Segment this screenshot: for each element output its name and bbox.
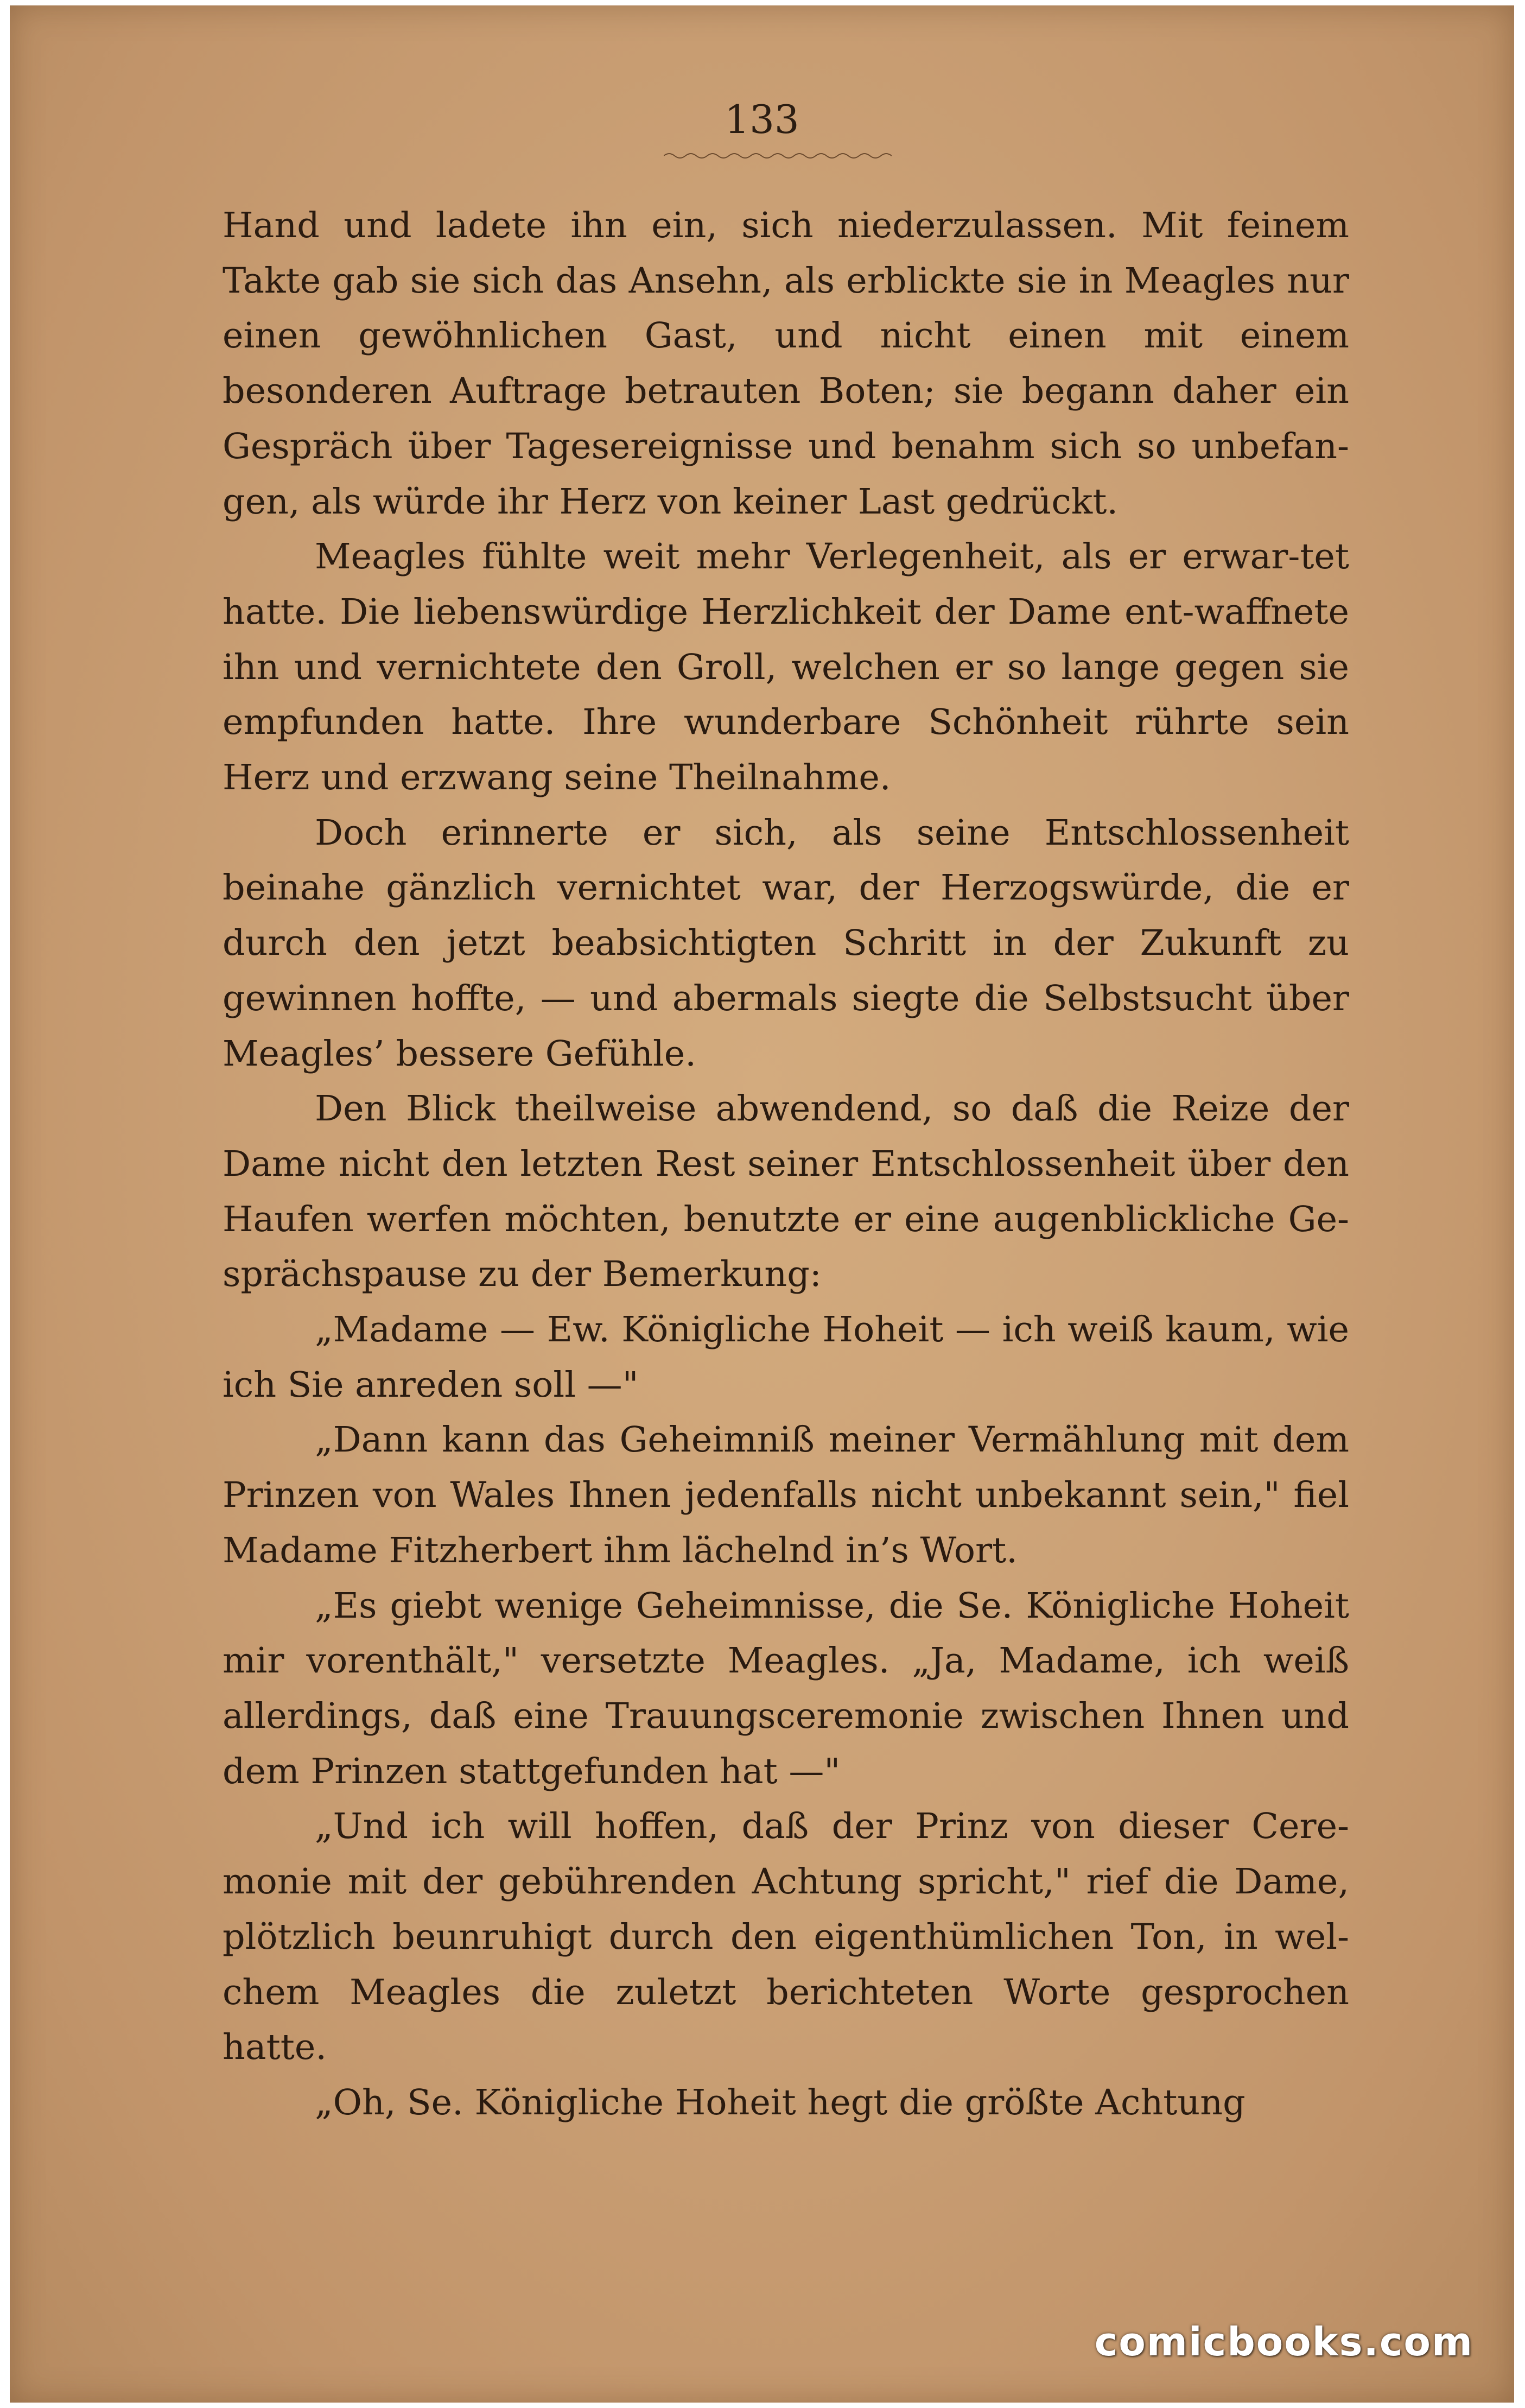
text-line: Haufen werfen möchten, benutzte er eine augenblickliche Ge- xyxy=(223,1199,1349,1240)
paragraph xyxy=(223,1302,1349,1412)
text-line: chem Meagles die zuletzt berichteten Worte gesprochen hatte. xyxy=(223,1972,1349,2068)
watermark: comicbooks.com xyxy=(1094,2319,1473,2365)
text-line: Meagles fühlte weit mehr Verlegenheit, als er erwar- xyxy=(315,536,1300,578)
book-page xyxy=(10,5,1514,2403)
text-line: „Dann kann das Geheimniß meiner Vermählung mit xyxy=(315,1420,1259,1461)
text-line: „Und ich will hoffen, daß der Prinz von dieser Cere- xyxy=(315,1806,1349,1847)
text-line: „Oh, Se. Königliche Hoheit hegt die größte Achtung xyxy=(315,2082,1246,2123)
text-line: waffnete ihn und vernichtete den Groll, welchen er so lange xyxy=(223,591,1349,688)
text-line: tet hatte. Die liebenswürdige Herzlichkeit der Dame ent- xyxy=(223,536,1349,632)
text-line: Hand und ladete ihn ein, sich niederzulassen. Mit feinem xyxy=(223,205,1349,246)
paragraph xyxy=(223,1412,1349,1578)
text-line: Den Blick theilweise abwendend, so daß die Reize der xyxy=(315,1088,1349,1130)
paragraph xyxy=(223,1579,1349,1799)
text-line: monie mit der gebührenden Achtung spricht," rief die Dame, xyxy=(223,1861,1349,1903)
decorative-rule xyxy=(664,149,892,160)
text-line: wie ich Sie anreden soll —" xyxy=(223,1309,1350,1405)
paragraph xyxy=(223,529,1349,806)
text-line: „Madame — Ew. Königliche Hoheit — ich weiß kaum, xyxy=(315,1309,1275,1351)
text-line: und dem Prinzen stattgefunden hat —" xyxy=(223,1695,1349,1792)
text-line: rührte sein Herz und erzwang seine Theilnahme. xyxy=(223,702,1349,799)
text-line: Dame nicht den letzten Rest seiner Entschlossenheit über den xyxy=(223,1143,1349,1184)
text-line: gegen sie empfunden hatte. Ihre wunderbare Schönheit xyxy=(223,647,1349,743)
text-line: bessere Gefühle. xyxy=(396,1033,696,1074)
paragraph xyxy=(223,198,1349,529)
text-line: den jetzt beabsichtigten Schritt in der Zukunft zu gewinnen xyxy=(223,923,1349,1019)
text-line: gänzlich vernichtet war, der Herzogswürde, die er durch xyxy=(223,867,1349,964)
paragraph xyxy=(223,1799,1349,2075)
text-line: dem Prinzen von Wales Ihnen jedenfalls nicht unbekannt xyxy=(223,1420,1349,1516)
text-line: besonderen Auftrage betrauten Boten; sie begann daher ein xyxy=(223,371,1349,412)
text-line: nur einen gewöhnlichen Gast, und nicht einen mit einem xyxy=(223,260,1350,357)
paragraph xyxy=(223,2075,1349,2131)
text-line: Doch erinnerte er sich, als seine Entschlossenheit beinahe xyxy=(223,812,1349,909)
text-line: sein," fiel Madame Fitzherbert ihm lächelnd in’s Wort. xyxy=(223,1475,1349,1571)
text-line: plötzlich beunruhigt durch den eigenthümlichen Ton, in wel- xyxy=(223,1916,1349,1957)
text-line: mir vorenthält," versetzte Meagles. „Ja, Madame, ich xyxy=(223,1640,1241,1682)
page-number: 133 xyxy=(725,97,799,142)
text-line: Gespräch über Tagesereignisse und benahm sich so unbefan- xyxy=(223,426,1349,467)
text-line: gen, als würde ihr Herz von keiner Last gedrückt. xyxy=(223,481,1118,522)
text-line: „Es giebt wenige Geheimnisse, die Se. Königliche Hoheit xyxy=(315,1585,1349,1626)
text-line: sprächspause zu der Bemerkung: xyxy=(223,1254,822,1295)
paragraph xyxy=(223,806,1349,1082)
body-text xyxy=(223,198,1349,2131)
text-line: Takte gab sie sich das Ansehn, als erblickte sie in Meagles xyxy=(223,260,1275,301)
text-line: hoffte, — und abermals siegte die Selbstsucht über Meagles’ xyxy=(223,978,1349,1074)
paragraph xyxy=(223,1081,1349,1302)
text-line: weiß allerdings, daß eine Trauungsceremonie zwischen Ihnen xyxy=(223,1640,1349,1737)
